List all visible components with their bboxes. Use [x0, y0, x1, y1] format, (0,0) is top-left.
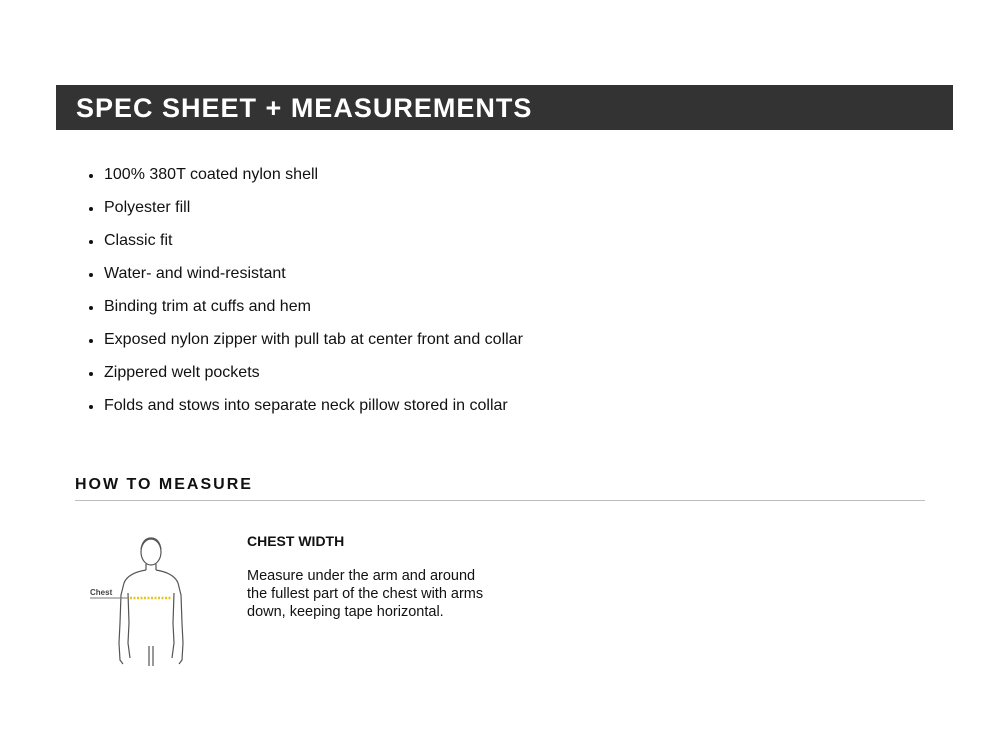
figure-head — [141, 539, 161, 565]
page-title: SPEC SHEET + MEASUREMENTS — [76, 93, 533, 123]
spec-item-text: Binding trim at cuffs and hem — [104, 298, 311, 315]
chest-label: Chest — [90, 588, 113, 597]
bullet-icon — [89, 306, 93, 310]
section-divider — [75, 500, 925, 501]
bullet-icon — [89, 207, 93, 211]
spec-item-text: Folds and stows into separate neck pillow stored in collar — [104, 397, 508, 414]
spec-item — [86, 361, 523, 394]
spec-item-text: Exposed nylon zipper with pull tab at center front and collar — [104, 331, 523, 348]
measurement-description: Measure under the arm and around the fullest part of the chest with arms down, keeping tape horizontal. — [247, 568, 484, 620]
body-outline-icon — [88, 533, 198, 671]
bullet-icon — [89, 273, 93, 277]
spec-item — [86, 163, 523, 196]
spec-sheet-header — [56, 85, 953, 130]
spec-item-text: Polyester fill — [104, 199, 191, 216]
spec-list — [86, 163, 523, 427]
bullet-icon — [89, 372, 93, 376]
bullet-icon — [89, 240, 93, 244]
spec-item — [86, 328, 523, 361]
spec-item-text: Zippered welt pockets — [104, 364, 260, 381]
figure-legs — [149, 646, 153, 666]
how-to-measure-title: HOW TO MEASURE — [75, 476, 253, 493]
bullet-icon — [89, 174, 93, 178]
bullet-icon — [89, 339, 93, 343]
spec-item — [86, 196, 523, 229]
measurement-heading: CHEST WIDTH — [247, 533, 345, 549]
bullet-icon — [89, 405, 93, 409]
spec-item — [86, 394, 523, 427]
spec-item — [86, 229, 523, 262]
chest-width-instructions — [247, 531, 497, 621]
spec-item-text: Classic fit — [104, 232, 173, 249]
spec-item — [86, 262, 523, 295]
spec-item-text: Water- and wind-resistant — [104, 265, 286, 282]
spec-item-text: 100% 380T coated nylon shell — [104, 166, 319, 183]
body-outline-svg — [88, 533, 198, 671]
spec-item — [86, 295, 523, 328]
figure-arms — [128, 593, 174, 658]
